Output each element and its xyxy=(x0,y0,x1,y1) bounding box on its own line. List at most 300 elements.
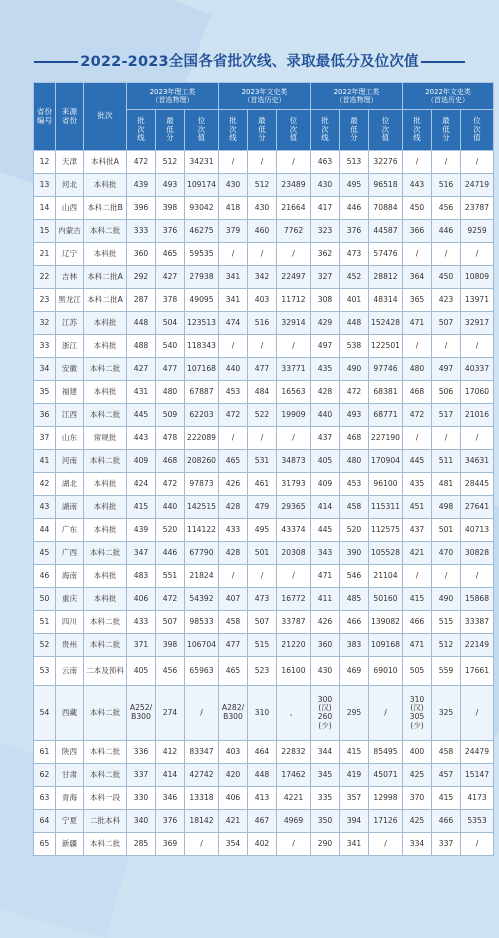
value-cell: 98533 xyxy=(185,611,219,634)
batch-cell: 本科二批A xyxy=(84,289,127,312)
province-name-cell: 浙江 xyxy=(56,335,84,358)
value-cell: 440 xyxy=(219,358,248,381)
value-cell: 522 xyxy=(248,404,277,427)
value-cell: 57476 xyxy=(369,243,403,266)
province-code-cell: 52 xyxy=(34,634,56,657)
province-code-cell: 64 xyxy=(34,810,56,833)
value-cell: 472 xyxy=(127,151,156,174)
value-cell: 24479 xyxy=(461,741,494,764)
value-cell: 31793 xyxy=(277,473,311,496)
batch-cell: 本科二批 xyxy=(84,358,127,381)
value-cell: 471 xyxy=(403,634,432,657)
value-cell: / xyxy=(248,335,277,358)
value-cell: 340 xyxy=(127,810,156,833)
table-row xyxy=(34,833,494,856)
value-cell: 446 xyxy=(156,542,185,565)
value-cell: 520 xyxy=(340,519,369,542)
batch-cell: 本科批 xyxy=(84,588,127,611)
value-cell: / xyxy=(432,243,461,266)
table-row xyxy=(34,810,494,833)
value-cell: 21220 xyxy=(277,634,311,657)
value-cell: 360 xyxy=(311,634,340,657)
value-cell: 360 xyxy=(127,243,156,266)
value-cell: 538 xyxy=(340,335,369,358)
province-code-cell: 37 xyxy=(34,427,56,450)
batch-cell: 常规批 xyxy=(84,427,127,450)
value-cell: 458 xyxy=(340,496,369,519)
value-cell: 13318 xyxy=(185,787,219,810)
value-cell: 83347 xyxy=(185,741,219,764)
value-cell: 32276 xyxy=(369,151,403,174)
value-cell: 420 xyxy=(219,764,248,787)
value-cell: 495 xyxy=(340,174,369,197)
batch-cell: 本科批 xyxy=(84,496,127,519)
value-cell: 97873 xyxy=(185,473,219,496)
province-code-cell: 53 xyxy=(34,657,56,686)
value-cell: 15868 xyxy=(461,588,494,611)
province-code-cell: 12 xyxy=(34,151,56,174)
province-code-cell: 15 xyxy=(34,220,56,243)
header-subcol: 最 低 分 xyxy=(248,110,277,151)
value-cell: 515 xyxy=(248,634,277,657)
value-cell: 44587 xyxy=(369,220,403,243)
header-subcol: 位 次 值 xyxy=(461,110,494,151)
value-cell: 69010 xyxy=(369,657,403,686)
value-cell: 428 xyxy=(311,381,340,404)
value-cell: 405 xyxy=(127,657,156,686)
province-code-cell: 34 xyxy=(34,358,56,381)
value-cell: / xyxy=(461,427,494,450)
batch-cell: 本科二批 xyxy=(84,741,127,764)
table-row xyxy=(34,243,494,266)
value-cell: 473 xyxy=(248,588,277,611)
value-cell: 409 xyxy=(311,473,340,496)
value-cell: 523 xyxy=(248,657,277,686)
value-cell: 、 xyxy=(277,686,311,741)
value-cell: 559 xyxy=(432,657,461,686)
value-cell: 407 xyxy=(219,588,248,611)
value-cell: 446 xyxy=(432,220,461,243)
value-cell: 430 xyxy=(219,174,248,197)
value-cell: 450 xyxy=(403,197,432,220)
batch-cell: 本科二批B xyxy=(84,197,127,220)
province-code-cell: 13 xyxy=(34,174,56,197)
value-cell: 439 xyxy=(127,174,156,197)
province-name-cell: 山西 xyxy=(56,197,84,220)
value-cell: 17462 xyxy=(277,764,311,787)
batch-cell: 二本及预科 xyxy=(84,657,127,686)
value-cell: 403 xyxy=(219,741,248,764)
value-cell: 342 xyxy=(248,266,277,289)
value-cell: 4969 xyxy=(277,810,311,833)
value-cell: 504 xyxy=(156,312,185,335)
value-cell: 417 xyxy=(311,197,340,220)
value-cell: 379 xyxy=(219,220,248,243)
value-cell: 32917 xyxy=(461,312,494,335)
value-cell: 450 xyxy=(432,266,461,289)
value-cell: 22497 xyxy=(277,266,311,289)
table-row xyxy=(34,588,494,611)
value-cell: 27938 xyxy=(185,266,219,289)
value-cell: 445 xyxy=(127,404,156,427)
batch-cell: 本科一段 xyxy=(84,787,127,810)
table-row xyxy=(34,151,494,174)
header-subcol: 最 低 分 xyxy=(340,110,369,151)
header-subcol: 批 次 线 xyxy=(311,110,340,151)
value-cell: 347 xyxy=(127,542,156,565)
value-cell: 11712 xyxy=(277,289,311,312)
value-cell: / xyxy=(185,686,219,741)
value-cell: 435 xyxy=(403,473,432,496)
value-cell: 472 xyxy=(156,588,185,611)
value-cell: 170904 xyxy=(369,450,403,473)
table-row xyxy=(34,450,494,473)
value-cell: 466 xyxy=(432,810,461,833)
value-cell: 517 xyxy=(432,404,461,427)
value-cell: 50160 xyxy=(369,588,403,611)
value-cell: 465 xyxy=(219,657,248,686)
value-cell: 490 xyxy=(432,588,461,611)
value-cell: 123513 xyxy=(185,312,219,335)
value-cell: / xyxy=(403,427,432,450)
value-cell: 24719 xyxy=(461,174,494,197)
header-batch: 批次 xyxy=(84,83,127,151)
value-cell: 290 xyxy=(311,833,340,856)
province-name-cell: 新疆 xyxy=(56,833,84,856)
value-cell: 54392 xyxy=(185,588,219,611)
value-cell: 17060 xyxy=(461,381,494,404)
province-code-cell: 54 xyxy=(34,686,56,741)
province-name-cell: 天津 xyxy=(56,151,84,174)
value-cell: 21824 xyxy=(185,565,219,588)
header-subcol: 最 低 分 xyxy=(156,110,185,151)
value-cell: 29365 xyxy=(277,496,311,519)
province-code-cell: 63 xyxy=(34,787,56,810)
value-cell: 70884 xyxy=(369,197,403,220)
score-table xyxy=(33,82,494,856)
value-cell: 458 xyxy=(219,611,248,634)
value-cell: 67887 xyxy=(185,381,219,404)
value-cell: 477 xyxy=(219,634,248,657)
value-cell: 464 xyxy=(248,741,277,764)
value-cell: 412 xyxy=(156,741,185,764)
header-group: 2023年文史类 （首选历史） xyxy=(219,83,311,110)
batch-cell: 本科批 xyxy=(84,381,127,404)
value-cell: 274 xyxy=(156,686,185,741)
value-cell: 473 xyxy=(340,243,369,266)
value-cell: 93042 xyxy=(185,197,219,220)
value-cell: 21664 xyxy=(277,197,311,220)
value-cell: 364 xyxy=(403,266,432,289)
value-cell: 23489 xyxy=(277,174,311,197)
value-cell: 400 xyxy=(403,741,432,764)
value-cell: 109168 xyxy=(369,634,403,657)
batch-cell: 本科二批 xyxy=(84,450,127,473)
value-cell: 437 xyxy=(311,427,340,450)
value-cell: 448 xyxy=(340,312,369,335)
value-cell: 334 xyxy=(403,833,432,856)
province-code-cell: 33 xyxy=(34,335,56,358)
value-cell: 366 xyxy=(403,220,432,243)
province-name-cell: 河北 xyxy=(56,174,84,197)
batch-cell: 本科批 xyxy=(84,243,127,266)
province-code-cell: 41 xyxy=(34,450,56,473)
header-subcol: 批 次 线 xyxy=(219,110,248,151)
value-cell: 109174 xyxy=(185,174,219,197)
value-cell: 406 xyxy=(219,787,248,810)
value-cell: 337 xyxy=(432,833,461,856)
value-cell: / xyxy=(432,565,461,588)
value-cell: 222089 xyxy=(185,427,219,450)
value-cell: 376 xyxy=(340,220,369,243)
value-cell: 49095 xyxy=(185,289,219,312)
value-cell: 506 xyxy=(432,381,461,404)
batch-cell: 本科二批 xyxy=(84,220,127,243)
value-cell: 62203 xyxy=(185,404,219,427)
value-cell: 398 xyxy=(156,634,185,657)
value-cell: 33387 xyxy=(461,611,494,634)
batch-cell: 本科二批 xyxy=(84,611,127,634)
value-cell: 440 xyxy=(311,404,340,427)
province-code-cell: 21 xyxy=(34,243,56,266)
value-cell: 105528 xyxy=(369,542,403,565)
value-cell: 405 xyxy=(311,450,340,473)
value-cell: 497 xyxy=(311,335,340,358)
value-cell: / xyxy=(277,427,311,450)
value-cell: 118343 xyxy=(185,335,219,358)
value-cell: 512 xyxy=(432,634,461,657)
value-cell: 468 xyxy=(403,381,432,404)
province-code-cell: 22 xyxy=(34,266,56,289)
batch-cell: 本科二批 xyxy=(84,686,127,741)
value-cell: 401 xyxy=(340,289,369,312)
value-cell: 106704 xyxy=(185,634,219,657)
value-cell: 142515 xyxy=(185,496,219,519)
table-row xyxy=(34,741,494,764)
value-cell: 446 xyxy=(340,197,369,220)
value-cell: / xyxy=(219,335,248,358)
value-cell: 28812 xyxy=(369,266,403,289)
value-cell: 457 xyxy=(432,764,461,787)
table-row xyxy=(34,220,494,243)
value-cell: 40337 xyxy=(461,358,494,381)
value-cell: 27641 xyxy=(461,496,494,519)
batch-cell: 本科批 xyxy=(84,473,127,496)
table-row xyxy=(34,634,494,657)
value-cell: 114122 xyxy=(185,519,219,542)
value-cell: 468 xyxy=(340,427,369,450)
value-cell: 531 xyxy=(248,450,277,473)
value-cell: 4173 xyxy=(461,787,494,810)
value-cell: 485 xyxy=(340,588,369,611)
province-name-cell: 江苏 xyxy=(56,312,84,335)
value-cell: 122501 xyxy=(369,335,403,358)
province-code-cell: 43 xyxy=(34,496,56,519)
value-cell: 419 xyxy=(340,764,369,787)
value-cell: 516 xyxy=(248,312,277,335)
province-name-cell: 宁夏 xyxy=(56,810,84,833)
province-code-cell: 44 xyxy=(34,519,56,542)
province-name-cell: 云南 xyxy=(56,657,84,686)
value-cell: 285 xyxy=(127,833,156,856)
value-cell: 445 xyxy=(403,450,432,473)
table-row xyxy=(34,335,494,358)
value-cell: / xyxy=(461,686,494,741)
value-cell: 21016 xyxy=(461,404,494,427)
value-cell: 428 xyxy=(219,496,248,519)
province-code-cell: 23 xyxy=(34,289,56,312)
province-name-cell: 内蒙古 xyxy=(56,220,84,243)
value-cell: A252/ B300 xyxy=(127,686,156,741)
value-cell: 325 xyxy=(432,686,461,741)
table-row xyxy=(34,565,494,588)
province-name-cell: 山东 xyxy=(56,427,84,450)
value-cell: / xyxy=(277,151,311,174)
value-cell: 413 xyxy=(248,787,277,810)
value-cell: 19909 xyxy=(277,404,311,427)
value-cell: / xyxy=(432,151,461,174)
province-code-cell: 36 xyxy=(34,404,56,427)
province-name-cell: 江西 xyxy=(56,404,84,427)
value-cell: / xyxy=(461,151,494,174)
value-cell: 17661 xyxy=(461,657,494,686)
header-subcol: 最 低 分 xyxy=(432,110,461,151)
value-cell: 468 xyxy=(156,450,185,473)
value-cell: 472 xyxy=(219,404,248,427)
value-cell: 477 xyxy=(156,358,185,381)
value-cell: 371 xyxy=(127,634,156,657)
value-cell: 406 xyxy=(127,588,156,611)
header-subcol: 位 次 值 xyxy=(185,110,219,151)
value-cell: 43374 xyxy=(277,519,311,542)
value-cell: 480 xyxy=(340,450,369,473)
value-cell: 430 xyxy=(311,657,340,686)
value-cell: 430 xyxy=(248,197,277,220)
value-cell: 515 xyxy=(432,611,461,634)
province-code-cell: 32 xyxy=(34,312,56,335)
table-row xyxy=(34,174,494,197)
province-code-cell: 14 xyxy=(34,197,56,220)
value-cell: / xyxy=(403,243,432,266)
value-cell: 16772 xyxy=(277,588,311,611)
value-cell: 28445 xyxy=(461,473,494,496)
value-cell: 308 xyxy=(311,289,340,312)
value-cell: 295 xyxy=(340,686,369,741)
value-cell: 430 xyxy=(311,174,340,197)
table-row xyxy=(34,542,494,565)
value-cell: / xyxy=(277,335,311,358)
batch-cell: 本科批 xyxy=(84,335,127,358)
value-cell: 310 (汉) 305 (少) xyxy=(403,686,432,741)
header-group: 2023年理工类 （首选物理） xyxy=(127,83,219,110)
value-cell: 341 xyxy=(219,266,248,289)
value-cell: / xyxy=(248,243,277,266)
province-code-cell: 50 xyxy=(34,588,56,611)
value-cell: 452 xyxy=(340,266,369,289)
value-cell: 456 xyxy=(432,197,461,220)
batch-cell: 本科二批 xyxy=(84,833,127,856)
value-cell: 85495 xyxy=(369,741,403,764)
value-cell: / xyxy=(248,427,277,450)
value-cell: 415 xyxy=(403,588,432,611)
value-cell: 12998 xyxy=(369,787,403,810)
value-cell: 463 xyxy=(311,151,340,174)
table-row xyxy=(34,197,494,220)
value-cell: 46275 xyxy=(185,220,219,243)
value-cell: 396 xyxy=(127,197,156,220)
value-cell: 425 xyxy=(403,810,432,833)
value-cell: 443 xyxy=(127,427,156,450)
value-cell: 376 xyxy=(156,220,185,243)
value-cell: 402 xyxy=(248,833,277,856)
value-cell: 341 xyxy=(340,833,369,856)
value-cell: 310 xyxy=(248,686,277,741)
header-subcol: 批 次 线 xyxy=(403,110,432,151)
header-subcol: 位 次 值 xyxy=(369,110,403,151)
value-cell: / xyxy=(461,335,494,358)
value-cell: 13971 xyxy=(461,289,494,312)
header-group: 2022年文史类 （首选历史） xyxy=(403,83,494,110)
value-cell: 423 xyxy=(432,289,461,312)
value-cell: 477 xyxy=(248,358,277,381)
value-cell: 65963 xyxy=(185,657,219,686)
value-cell: 512 xyxy=(156,151,185,174)
value-cell: / xyxy=(219,151,248,174)
value-cell: / xyxy=(277,833,311,856)
province-name-cell: 贵州 xyxy=(56,634,84,657)
value-cell: 467 xyxy=(248,810,277,833)
province-name-cell: 陕西 xyxy=(56,741,84,764)
province-name-cell: 安徽 xyxy=(56,358,84,381)
value-cell: 483 xyxy=(127,565,156,588)
value-cell: 362 xyxy=(311,243,340,266)
value-cell: / xyxy=(219,565,248,588)
value-cell: 451 xyxy=(403,496,432,519)
value-cell: 323 xyxy=(311,220,340,243)
value-cell: 96518 xyxy=(369,174,403,197)
batch-cell: 本科二批 xyxy=(84,634,127,657)
value-cell: 493 xyxy=(156,174,185,197)
value-cell: 33787 xyxy=(277,611,311,634)
batch-cell: 本科二批 xyxy=(84,764,127,787)
table-row xyxy=(34,686,494,741)
value-cell: 426 xyxy=(311,611,340,634)
value-cell: 507 xyxy=(432,312,461,335)
value-cell: 498 xyxy=(432,496,461,519)
value-cell: 428 xyxy=(219,542,248,565)
value-cell: 429 xyxy=(311,312,340,335)
value-cell: 45071 xyxy=(369,764,403,787)
batch-cell: 本科批 xyxy=(84,565,127,588)
value-cell: 337 xyxy=(127,764,156,787)
value-cell: 300 (汉) 260 (少) xyxy=(311,686,340,741)
value-cell: 481 xyxy=(432,473,461,496)
value-cell: 478 xyxy=(156,427,185,450)
value-cell: 287 xyxy=(127,289,156,312)
value-cell: 152428 xyxy=(369,312,403,335)
batch-cell: 本科批 xyxy=(84,312,127,335)
value-cell: / xyxy=(403,151,432,174)
province-code-cell: 42 xyxy=(34,473,56,496)
value-cell: 453 xyxy=(219,381,248,404)
value-cell: 17126 xyxy=(369,810,403,833)
value-cell: 330 xyxy=(127,787,156,810)
value-cell: 33771 xyxy=(277,358,311,381)
table-row xyxy=(34,404,494,427)
value-cell: 333 xyxy=(127,220,156,243)
table-row xyxy=(34,266,494,289)
value-cell: A282/ B300 xyxy=(219,686,248,741)
